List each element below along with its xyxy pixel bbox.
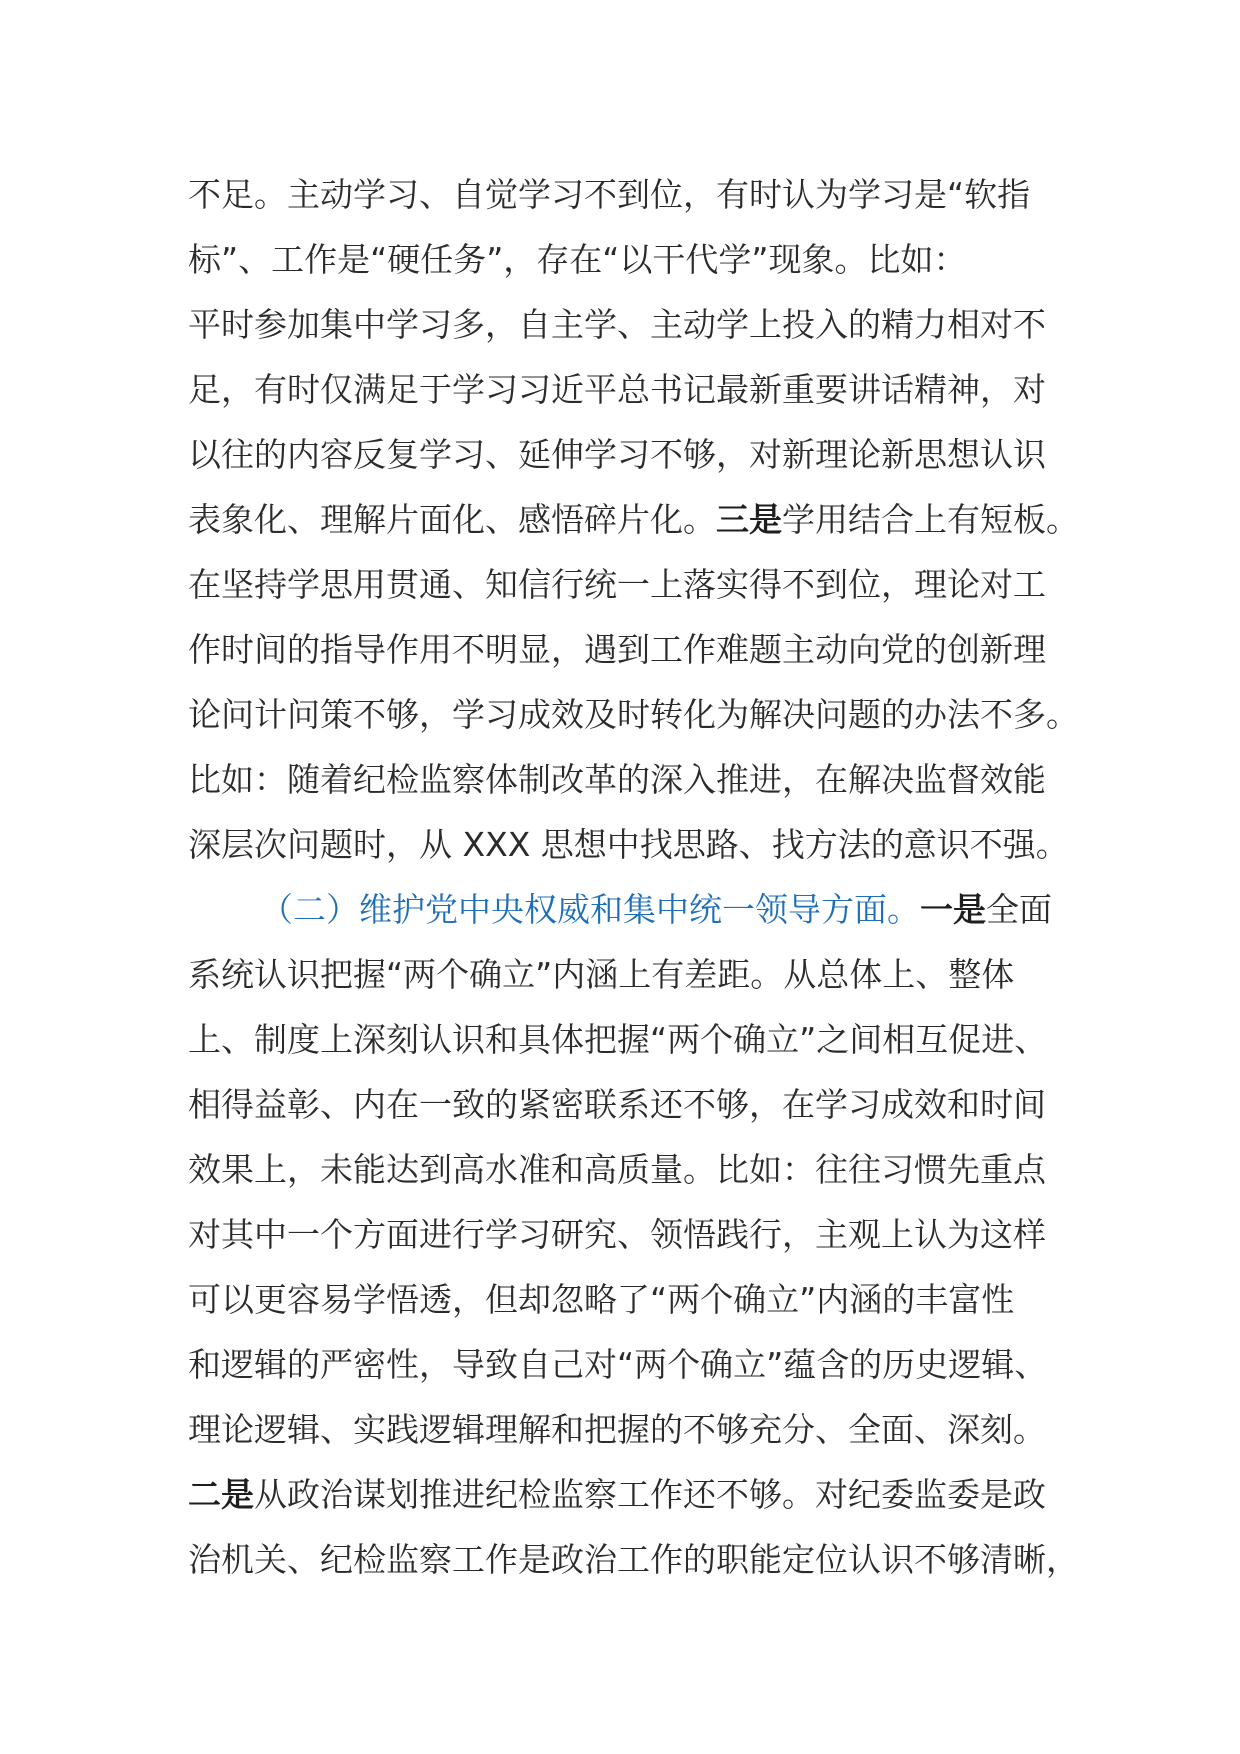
text-span: 论问计问策不够，学习成效及时转化为解决问题的办法不多。 bbox=[188, 695, 1079, 734]
text-span: 效果上，未能达到高水准和高质量。比如：往往习惯先重点 bbox=[188, 1150, 1046, 1189]
text-line-14 bbox=[188, 1007, 1068, 1072]
section-heading: （二）维护党中央权威和集中统一领导方面。 bbox=[260, 890, 920, 929]
text-span: 深层次问题时，从 XXX 思想中找思路、找方法的意识不强。 bbox=[188, 825, 1069, 864]
text-span: 对其中一个方面进行学习研究、领悟践行，主观上认为这样 bbox=[188, 1215, 1046, 1254]
text-line-9 bbox=[188, 682, 1079, 747]
text-span: 比如：随着纪检监察体制改革的深入推进，在解决监督效能 bbox=[188, 760, 1046, 799]
text-line-17 bbox=[188, 1202, 1068, 1267]
text-line-21 bbox=[188, 1462, 1068, 1527]
text-line-8 bbox=[188, 617, 1068, 682]
text-span: 相得益彰、内在一致的紧密联系还不够，在学习成效和时间 bbox=[188, 1085, 1046, 1124]
text-span: 上、制度上深刻认识和具体把握“两个确立”之间相互促进、 bbox=[188, 1020, 1048, 1059]
text-line-10 bbox=[188, 747, 1068, 812]
text-span: 治机关、纪检监察工作是政治工作的职能定位认识不够清晰， bbox=[188, 1540, 1079, 1579]
text-line-13 bbox=[188, 942, 1068, 1007]
body-text bbox=[188, 162, 1079, 1592]
text-span: 足，有时仅满足于学习习近平总书记最新重要讲话精神，对 bbox=[188, 370, 1046, 409]
text-line-3 bbox=[188, 292, 1068, 357]
text-line-22 bbox=[188, 1527, 1079, 1592]
text-span: 不足。主动学习、自觉学习不到位，有时认为学习是“软指 bbox=[188, 175, 1031, 214]
text-span: 理论逻辑、实践逻辑理解和把握的不够充分、全面、深刻。 bbox=[188, 1410, 1046, 1449]
bold-marker: 一是 bbox=[920, 890, 986, 929]
section-heading-line bbox=[188, 877, 1068, 942]
text-span: 从政治谋划推进纪检监察工作还不够。对纪委监委是政 bbox=[254, 1475, 1046, 1514]
text-span: 表象化、理解片面化、感悟碎片化。 bbox=[188, 500, 716, 539]
text-line-7 bbox=[188, 552, 1068, 617]
text-line-20 bbox=[188, 1397, 1068, 1462]
text-span: 以往的内容反复学习、延伸学习不够，对新理论新思想认识 bbox=[188, 435, 1046, 474]
text-span: 学用结合上有短板。 bbox=[782, 500, 1079, 539]
bold-marker: 三是 bbox=[716, 500, 782, 539]
text-span: 标”、工作是“硬任务”，存在“以干代学”现象。比如： bbox=[188, 240, 967, 279]
bold-marker: 二是 bbox=[188, 1475, 254, 1514]
text-line-5 bbox=[188, 422, 1068, 487]
text-span: 平时参加集中学习多，自主学、主动学上投入的精力相对不 bbox=[188, 305, 1046, 344]
text-span: 作时间的指导作用不明显，遇到工作难题主动向党的创新理 bbox=[188, 630, 1046, 669]
text-span: 和逻辑的严密性，导致自己对“两个确立”蕴含的历史逻辑、 bbox=[188, 1345, 1048, 1384]
text-line-6 bbox=[188, 487, 1079, 552]
text-line-16 bbox=[188, 1137, 1068, 1202]
text-line-11 bbox=[188, 812, 1068, 877]
text-line-1 bbox=[188, 162, 1068, 227]
text-line-4 bbox=[188, 357, 1068, 422]
text-line-19 bbox=[188, 1332, 1068, 1397]
text-line-18 bbox=[188, 1267, 1068, 1332]
text-span: 在坚持学思用贯通、知信行统一上落实得不到位，理论对工 bbox=[188, 565, 1046, 604]
text-span: 系统认识把握“两个确立”内涵上有差距。从总体上、整体 bbox=[188, 955, 1015, 994]
text-line-15 bbox=[188, 1072, 1068, 1137]
text-span: 全面 bbox=[986, 890, 1052, 929]
text-line-2 bbox=[188, 227, 1068, 292]
text-span: 可以更容易学悟透，但却忽略了“两个确立”内涵的丰富性 bbox=[188, 1280, 1015, 1319]
